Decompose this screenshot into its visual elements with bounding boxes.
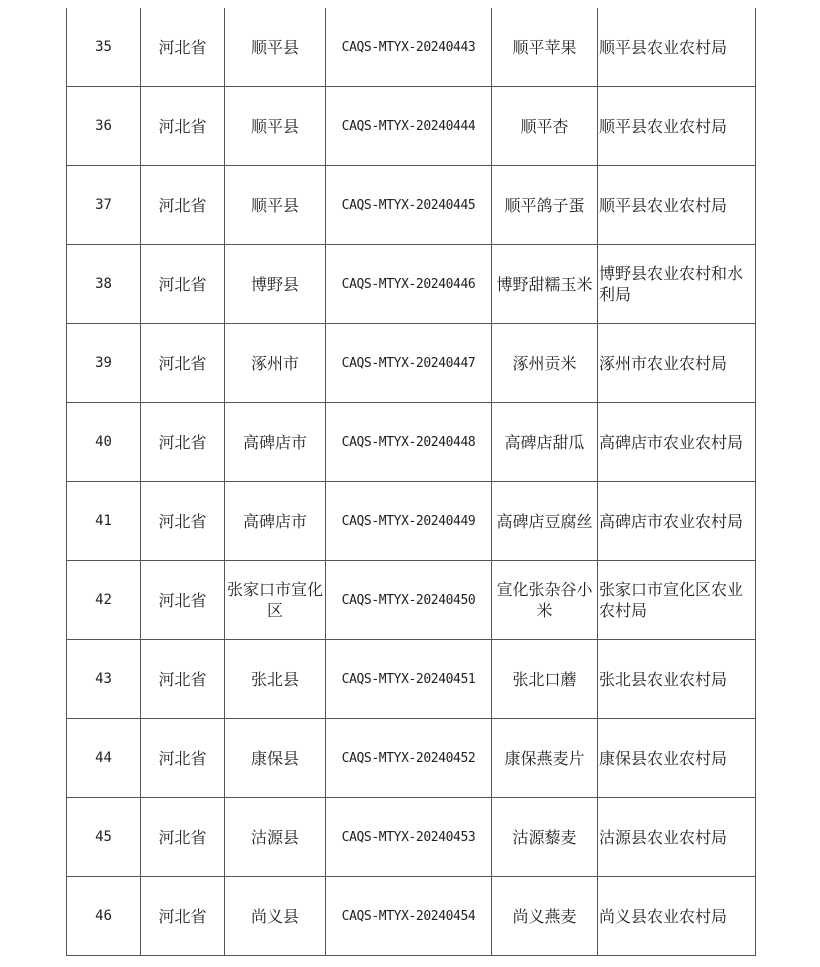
area-cell: 涿州市 — [225, 324, 326, 403]
area-cell: 顺平县 — [225, 87, 326, 166]
row-number: 41 — [67, 482, 141, 561]
table-row — [67, 324, 756, 403]
agency-cell: 涿州市农业农村局 — [598, 324, 756, 403]
province-cell: 河北省 — [141, 8, 225, 87]
row-number: 35 — [67, 8, 141, 87]
province-cell: 河北省 — [141, 561, 225, 640]
agency-cell: 康保县农业农村局 — [598, 719, 756, 798]
area-cell: 张家口市宣化区 — [225, 561, 326, 640]
code-cell: CAQS-MTYX-20240452 — [326, 719, 492, 798]
table-row — [67, 403, 756, 482]
code-cell: CAQS-MTYX-20240450 — [326, 561, 492, 640]
province-cell: 河北省 — [141, 87, 225, 166]
table-row — [67, 166, 756, 245]
code-cell: CAQS-MTYX-20240454 — [326, 877, 492, 956]
code-cell: CAQS-MTYX-20240445 — [326, 166, 492, 245]
province-cell: 河北省 — [141, 640, 225, 719]
product-cell: 顺平杏 — [492, 87, 598, 166]
province-cell: 河北省 — [141, 482, 225, 561]
table-row — [67, 877, 756, 956]
code-cell: CAQS-MTYX-20240447 — [326, 324, 492, 403]
table-row — [67, 719, 756, 798]
table-row — [67, 87, 756, 166]
area-cell: 康保县 — [225, 719, 326, 798]
code-cell: CAQS-MTYX-20240443 — [326, 8, 492, 87]
agency-cell: 张家口市宣化区农业农村局 — [598, 561, 756, 640]
agency-cell: 高碑店市农业农村局 — [598, 482, 756, 561]
row-number: 40 — [67, 403, 141, 482]
table-row — [67, 482, 756, 561]
agency-cell: 顺平县农业农村局 — [598, 8, 756, 87]
product-cell: 高碑店甜瓜 — [492, 403, 598, 482]
province-cell: 河北省 — [141, 166, 225, 245]
code-cell: CAQS-MTYX-20240444 — [326, 87, 492, 166]
area-cell: 博野县 — [225, 245, 326, 324]
product-cell: 顺平鸽子蛋 — [492, 166, 598, 245]
agency-cell: 顺平县农业农村局 — [598, 87, 756, 166]
area-cell: 张北县 — [225, 640, 326, 719]
area-cell: 顺平县 — [225, 8, 326, 87]
area-cell: 尚义县 — [225, 877, 326, 956]
code-cell: CAQS-MTYX-20240449 — [326, 482, 492, 561]
agency-cell: 张北县农业农村局 — [598, 640, 756, 719]
product-cell: 宣化张杂谷小米 — [492, 561, 598, 640]
province-cell: 河北省 — [141, 877, 225, 956]
code-cell: CAQS-MTYX-20240446 — [326, 245, 492, 324]
row-number: 39 — [67, 324, 141, 403]
table-row — [67, 798, 756, 877]
row-number: 46 — [67, 877, 141, 956]
product-cell: 张北口蘑 — [492, 640, 598, 719]
agency-cell: 顺平县农业农村局 — [598, 166, 756, 245]
row-number: 38 — [67, 245, 141, 324]
row-number: 42 — [67, 561, 141, 640]
table-row — [67, 8, 756, 87]
product-cell: 高碑店豆腐丝 — [492, 482, 598, 561]
province-cell: 河北省 — [141, 245, 225, 324]
code-cell: CAQS-MTYX-20240451 — [326, 640, 492, 719]
row-number: 37 — [67, 166, 141, 245]
agency-cell: 沽源县农业农村局 — [598, 798, 756, 877]
area-cell: 高碑店市 — [225, 403, 326, 482]
product-cell: 涿州贡米 — [492, 324, 598, 403]
row-number: 45 — [67, 798, 141, 877]
province-cell: 河北省 — [141, 403, 225, 482]
code-cell: CAQS-MTYX-20240448 — [326, 403, 492, 482]
table-row — [67, 245, 756, 324]
province-cell: 河北省 — [141, 798, 225, 877]
product-cell: 博野甜糯玉米 — [492, 245, 598, 324]
code-cell: CAQS-MTYX-20240453 — [326, 798, 492, 877]
area-cell: 高碑店市 — [225, 482, 326, 561]
agency-cell: 尚义县农业农村局 — [598, 877, 756, 956]
product-cell: 沽源藜麦 — [492, 798, 598, 877]
table-row — [67, 561, 756, 640]
row-number: 36 — [67, 87, 141, 166]
table-row — [67, 640, 756, 719]
product-cell: 尚义燕麦 — [492, 877, 598, 956]
province-cell: 河北省 — [141, 324, 225, 403]
row-number: 44 — [67, 719, 141, 798]
area-cell: 顺平县 — [225, 166, 326, 245]
agency-cell: 高碑店市农业农村局 — [598, 403, 756, 482]
product-cell: 顺平苹果 — [492, 8, 598, 87]
province-cell: 河北省 — [141, 719, 225, 798]
product-cell: 康保燕麦片 — [492, 719, 598, 798]
row-number: 43 — [67, 640, 141, 719]
agency-cell: 博野县农业农村和水利局 — [598, 245, 756, 324]
area-cell: 沽源县 — [225, 798, 326, 877]
product-table — [66, 8, 756, 956]
product-table-container — [66, 8, 755, 956]
